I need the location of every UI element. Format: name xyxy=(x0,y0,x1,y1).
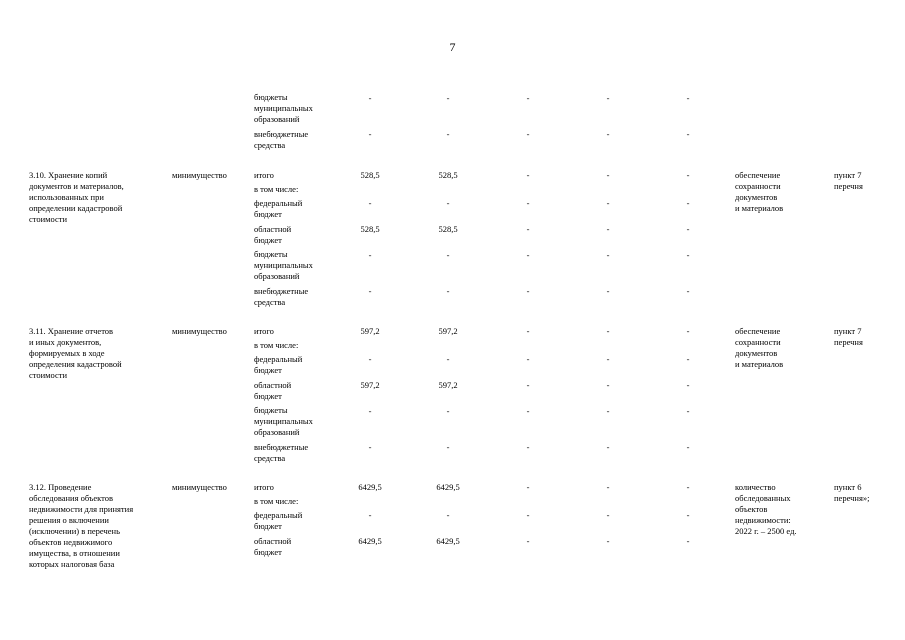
value-dash: - xyxy=(368,93,372,103)
value-dash: - xyxy=(526,129,530,139)
source-oblast: бюджет xyxy=(254,547,282,557)
value-dash: - xyxy=(446,250,450,260)
value-dash: - xyxy=(446,286,450,296)
value-dash: - xyxy=(606,380,610,390)
value-dash: - xyxy=(446,510,450,520)
value-dash: - xyxy=(606,93,610,103)
value-dash: - xyxy=(606,129,610,139)
source-federal: бюджет xyxy=(254,521,282,531)
value-regional: 528,5 xyxy=(438,224,458,234)
value-dash: - xyxy=(526,482,530,492)
source-v-tom-chisle: в том числе: xyxy=(254,184,299,194)
value-dash: - xyxy=(686,224,690,234)
value-dash: - xyxy=(526,442,530,452)
value-total: 597,2 xyxy=(360,326,380,336)
value-dash: - xyxy=(606,224,610,234)
source-itogo: итого xyxy=(254,170,274,180)
source-federal: бюджет xyxy=(254,209,282,219)
value-total: 597,2 xyxy=(438,326,458,336)
value-dash: - xyxy=(368,129,372,139)
value-total: 6429,5 xyxy=(436,482,460,492)
value-dash: - xyxy=(368,250,372,260)
source-munic: муниципальных xyxy=(254,416,313,426)
value-dash: - xyxy=(686,286,690,296)
value-dash: - xyxy=(686,354,690,364)
source-v-tom-chisle: в том числе: xyxy=(254,340,299,350)
value-total: 528,5 xyxy=(438,170,458,180)
value-dash: - xyxy=(526,170,530,180)
source-vnebud: средства xyxy=(254,453,286,463)
source-oblast: бюджет xyxy=(254,391,282,401)
value-dash: - xyxy=(446,442,450,452)
source-itogo: итого xyxy=(254,482,274,492)
value-dash: - xyxy=(606,250,610,260)
value-dash: - xyxy=(526,406,530,416)
value-dash: - xyxy=(606,482,610,492)
value-dash: - xyxy=(368,286,372,296)
value-dash: - xyxy=(686,93,690,103)
value-dash: - xyxy=(368,442,372,452)
value-dash: - xyxy=(686,129,690,139)
value-regional: 528,5 xyxy=(360,224,380,234)
source-vnebud: внебюджетные xyxy=(254,442,309,452)
source-munic: муниципальных xyxy=(254,260,313,270)
value-dash: - xyxy=(446,406,450,416)
value-dash: - xyxy=(446,93,450,103)
source-munic: образований xyxy=(254,271,300,281)
source-oblast: бюджет xyxy=(254,235,282,245)
value-dash: - xyxy=(686,198,690,208)
value-dash: - xyxy=(686,170,690,180)
value-dash: - xyxy=(368,198,372,208)
value-dash: - xyxy=(686,442,690,452)
value-dash: - xyxy=(526,198,530,208)
value-total: 528,5 xyxy=(360,170,380,180)
source-vnebud: средства xyxy=(254,297,286,307)
value-dash: - xyxy=(526,380,530,390)
source-munic: образований xyxy=(254,427,300,437)
value-dash: - xyxy=(526,286,530,296)
value-dash: - xyxy=(368,354,372,364)
source-federal: федеральный xyxy=(254,354,303,364)
value-total: 6429,5 xyxy=(358,482,382,492)
value-dash: - xyxy=(606,326,610,336)
value-dash: - xyxy=(686,482,690,492)
executor: минимущество xyxy=(172,482,227,492)
value-dash: - xyxy=(368,406,372,416)
value-dash: - xyxy=(686,250,690,260)
value-dash: - xyxy=(526,354,530,364)
value-dash: - xyxy=(606,170,610,180)
source-vnebud: внебюджетные xyxy=(254,286,309,296)
source-oblast: областной xyxy=(254,536,292,546)
source-federal: бюджет xyxy=(254,365,282,375)
value-dash: - xyxy=(606,442,610,452)
source-oblast: областной xyxy=(254,380,292,390)
value-dash: - xyxy=(526,536,530,546)
value-dash: - xyxy=(686,326,690,336)
value-dash: - xyxy=(686,380,690,390)
value-dash: - xyxy=(606,510,610,520)
value-regional: 597,2 xyxy=(360,380,380,390)
value-dash: - xyxy=(446,354,450,364)
value-dash: - xyxy=(686,510,690,520)
value-regional: 597,2 xyxy=(438,380,458,390)
value-regional: 6429,5 xyxy=(436,536,460,546)
source-federal: федеральный xyxy=(254,198,303,208)
value-dash: - xyxy=(686,406,690,416)
executor: минимущество xyxy=(172,170,227,180)
page-number: 7 xyxy=(449,40,456,54)
value-dash: - xyxy=(606,536,610,546)
source-oblast: областной xyxy=(254,224,292,234)
source-federal: федеральный xyxy=(254,510,303,520)
value-dash: - xyxy=(606,198,610,208)
value-dash: - xyxy=(446,198,450,208)
value-dash: - xyxy=(526,224,530,234)
value-dash: - xyxy=(606,354,610,364)
source-v-tom-chisle: в том числе: xyxy=(254,496,299,506)
executor: минимущество xyxy=(172,326,227,336)
value-dash: - xyxy=(606,286,610,296)
source-munic: бюджеты xyxy=(254,405,288,415)
value-dash: - xyxy=(686,536,690,546)
value-dash: - xyxy=(606,406,610,416)
value-dash: - xyxy=(526,510,530,520)
value-dash: - xyxy=(526,326,530,336)
value-regional: 6429,5 xyxy=(358,536,382,546)
value-dash: - xyxy=(526,93,530,103)
value-dash: - xyxy=(446,129,450,139)
source-munic: бюджеты xyxy=(254,249,288,259)
value-dash: - xyxy=(368,510,372,520)
value-dash: - xyxy=(526,250,530,260)
source-itogo: итого xyxy=(254,326,274,336)
